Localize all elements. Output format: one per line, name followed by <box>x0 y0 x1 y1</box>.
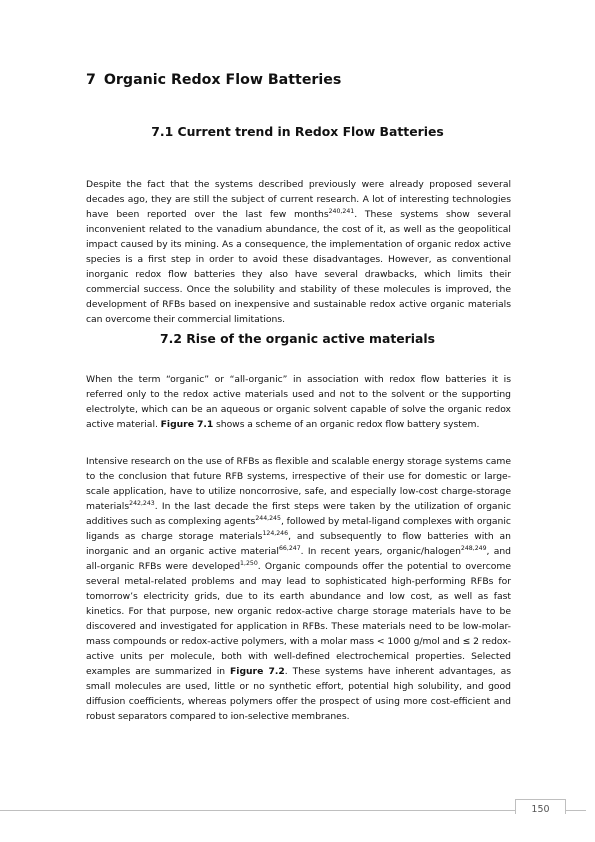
text-run: . These systems have inherent advantages, as small molecules are used, little or no synthetic effort, potential high solubility, and good diffusion coefficients, whereas polymers offer the prospect of using more cost-efficient and robust separators compared to ion-selective membranes. <box>86 666 511 722</box>
text-run: , followed by metal-ligand complexes with organic ligands as charge storage materials <box>86 516 511 542</box>
citation-superscript: 240,241 <box>328 208 355 215</box>
citation-superscript: 1,250 <box>240 560 258 567</box>
chapter-heading <box>86 72 341 88</box>
text-run: Despite the fact that the systems described previously were already proposed several decades ago, they are still the subject of current research. A lot of interesting technologies have been reported over the last few months <box>86 179 511 220</box>
paragraph-1 <box>86 177 511 327</box>
chapter-title: Organic Redox Flow Batteries <box>103 72 342 88</box>
citation-superscript: 66,247 <box>279 545 301 552</box>
citation-superscript: 242,243 <box>129 500 155 507</box>
text-run: . These systems show several inconvenient related to the vanadium abundance, the cost of it, as well as the geopolitical impact caused by its mining. As a consequence, the implementation of organic redox active species is a first step in order to avoid these disadvantages. However, as conventional inorganic redox flow batteries they also have several drawbacks, which limits their commercial success. Once the solubility and stability of these molecules is improved, the development of RFBs based on inexpensive and sustainable redox active organic materials can overcome their commercial limitations. <box>86 209 511 325</box>
text-run: . In recent years, organic/halogen <box>300 546 461 557</box>
paragraph-3 <box>86 454 511 724</box>
text-run: . Organic compounds offer the potential to overcome several metal-related problems and may lead to sophisticated high-performing RFBs for tomorrow’s electricity grids, due to its earth abundance and low cost, as well as fast kinetics. For that purpose, new organic redox-active charge storage materials have to be discovered and investigated for application in RFBs. These materials need to be low-molar-mass compounds or redox-active polymers, with a molar mass < 1000 g/mol and ≤ 2 redox-active units per molecule, both with well-defined electrochemical properties. Selected examples are summarized in <box>86 561 511 677</box>
text-run: Intensive research on the use of RFBs as flexible and scalable energy storage systems came to the conclusion that future RFB systems, irrespective of their use for domestic or large-scale application, have to utilize noncorrosive, safe, and especially low-cost charge-storage materials <box>86 456 511 512</box>
text-run: , and all-organic RFBs were developed <box>86 546 511 572</box>
citation-superscript: 244,245 <box>255 515 281 522</box>
footer-rule <box>0 810 586 811</box>
text-run: shows a scheme of an organic redox flow battery system. <box>213 419 480 430</box>
chapter-number: 7 <box>86 72 96 88</box>
citation-superscript: 248,249 <box>460 545 487 552</box>
section-heading-7-2: 7.2 Rise of the organic active materials <box>159 331 435 346</box>
figure-reference: Figure 7.1 <box>160 419 214 430</box>
section-heading-7-1: 7.1 Current trend in Redox Flow Batteries <box>151 124 444 139</box>
text-run: When the term “organic” or “all-organic” in association with redox flow batteries it is referred only to the redox active materials used and not to the solvent or the supporting electrolyte, which can be an aqueous or organic solvent capable of solve the organic redox active material. <box>86 374 511 430</box>
page-number: 150 <box>515 799 566 814</box>
paragraph-2 <box>86 372 511 432</box>
text-run: . In the last decade the first steps were taken by the utilization of organic additives such as complexing agents <box>86 501 511 527</box>
text-run: , and subsequently to flow batteries with an inorganic and an organic active material <box>86 531 511 557</box>
citation-superscript: 124,246 <box>262 530 289 537</box>
figure-reference: Figure 7.2 <box>230 666 285 677</box>
